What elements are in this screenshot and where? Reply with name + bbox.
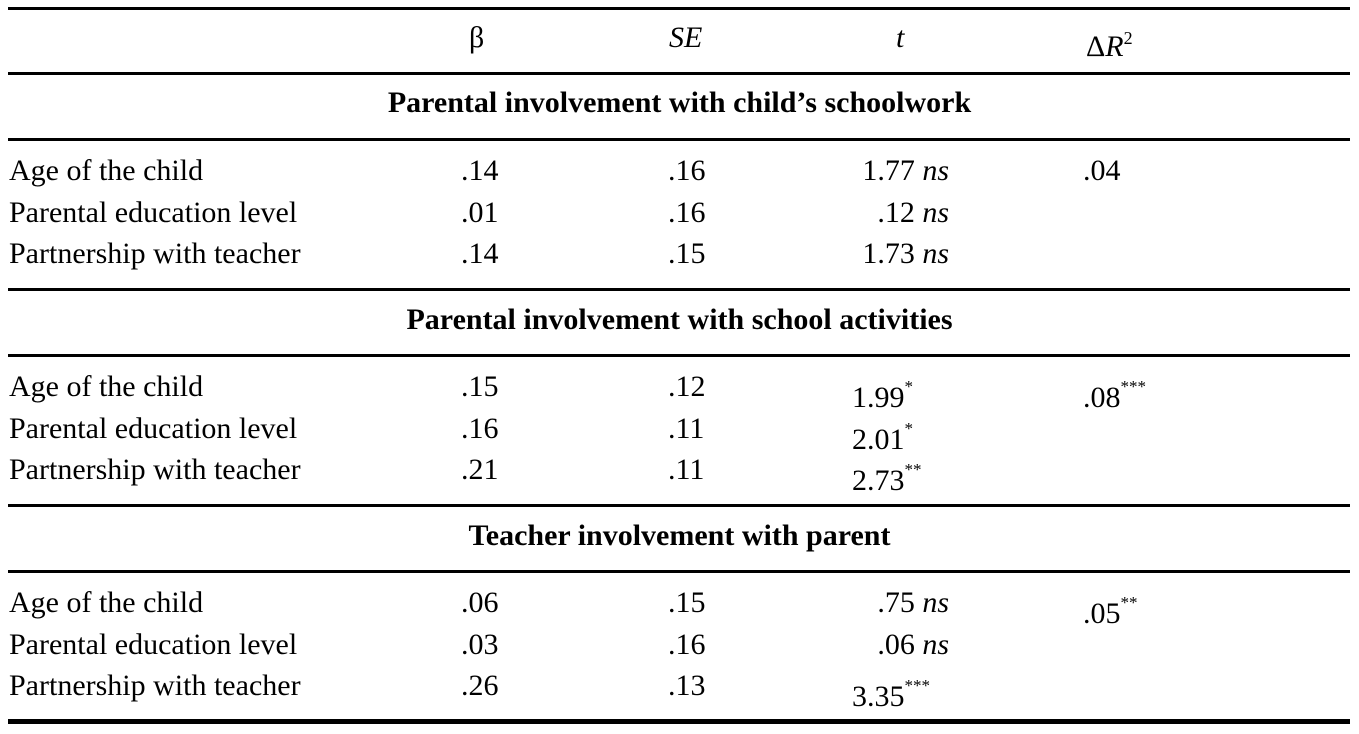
se-value: .13 [668, 669, 706, 702]
row-label: Partnership with teacher [9, 453, 301, 486]
beta-value: .01 [461, 196, 499, 229]
row-label: Partnership with teacher [9, 237, 301, 270]
beta-value: .06 [461, 586, 499, 619]
header-t: t [896, 21, 905, 54]
t-ns: ns [922, 237, 949, 270]
section-title: Parental involvement with child’s schoolwork [387, 86, 972, 119]
se-value: .15 [668, 237, 706, 270]
se-value: .12 [668, 370, 706, 403]
section-title: Teacher involvement with parent [468, 519, 891, 552]
t-value: 1.73 [862, 237, 915, 270]
row-label: Parental education level [9, 412, 298, 445]
r2-value: .05 [1083, 597, 1121, 630]
table-row [0, 582, 1359, 630]
beta-value: .14 [461, 154, 499, 187]
t-ns: ns [922, 586, 949, 619]
table-row [0, 192, 1359, 233]
t-value: 2.01 [852, 423, 905, 456]
r2-cell [1083, 150, 1121, 191]
t-ns: ns [922, 196, 949, 229]
t-value: .12 [877, 196, 915, 229]
beta-value: .26 [461, 669, 499, 702]
se-value: .11 [668, 453, 705, 486]
row-label: Age of the child [9, 370, 204, 403]
t-significance: ** [904, 460, 922, 479]
t-cell [877, 192, 949, 233]
beta-value: .03 [461, 628, 499, 661]
t-cell [852, 449, 922, 501]
section-rule [8, 504, 1350, 507]
t-significance: *** [904, 676, 930, 695]
section-title: Parental involvement with school activities [406, 303, 953, 336]
table-row [0, 624, 1359, 665]
r2-value: .08 [1083, 381, 1121, 414]
r2-significance: ** [1120, 593, 1138, 612]
row-label: Age of the child [9, 586, 204, 619]
se-value: .16 [668, 628, 706, 661]
table-row [0, 449, 1359, 497]
header-r: R [1105, 30, 1124, 63]
t-value: 1.99 [852, 381, 905, 414]
header-delta: Δ [1086, 30, 1106, 63]
t-significance: * [904, 377, 913, 396]
section-rule [8, 354, 1350, 357]
header-beta: β [469, 21, 485, 54]
t-cell [862, 233, 949, 274]
r2-significance: *** [1120, 377, 1146, 396]
section-rule [8, 288, 1350, 291]
section-rule [8, 138, 1350, 141]
table-row [0, 233, 1359, 274]
section-rule [8, 570, 1350, 573]
header-delta-r2 [1086, 18, 1133, 67]
table-row [0, 665, 1359, 713]
se-value: .16 [668, 154, 706, 187]
t-value: 1.77 [862, 154, 915, 187]
t-cell [862, 150, 949, 191]
beta-value: .14 [461, 237, 499, 270]
se-value: .11 [668, 412, 705, 445]
t-value: 3.35 [852, 680, 905, 713]
table-row [0, 366, 1359, 414]
table-row [0, 408, 1359, 456]
table-bottom-rule [8, 719, 1350, 724]
t-ns: ns [922, 154, 949, 187]
t-value: .75 [877, 586, 915, 619]
header-r-sup: 2 [1123, 28, 1133, 48]
se-value: .16 [668, 196, 706, 229]
t-cell [877, 624, 949, 665]
table-row [0, 150, 1359, 191]
row-label: Parental education level [9, 196, 298, 229]
t-value: 2.73 [852, 464, 905, 497]
r2-value: .04 [1083, 154, 1121, 187]
t-cell [877, 582, 949, 623]
row-label: Parental education level [9, 628, 298, 661]
row-label: Age of the child [9, 154, 204, 187]
table-top-rule [8, 7, 1350, 10]
t-significance: * [904, 419, 913, 438]
beta-value: .21 [461, 453, 499, 486]
t-cell [852, 665, 930, 717]
t-ns: ns [922, 628, 949, 661]
beta-value: .16 [461, 412, 499, 445]
header-rule [8, 72, 1350, 75]
header-se: SE [669, 21, 703, 54]
t-value: .06 [877, 628, 915, 661]
se-value: .15 [668, 586, 706, 619]
beta-value: .15 [461, 370, 499, 403]
row-label: Partnership with teacher [9, 669, 301, 702]
